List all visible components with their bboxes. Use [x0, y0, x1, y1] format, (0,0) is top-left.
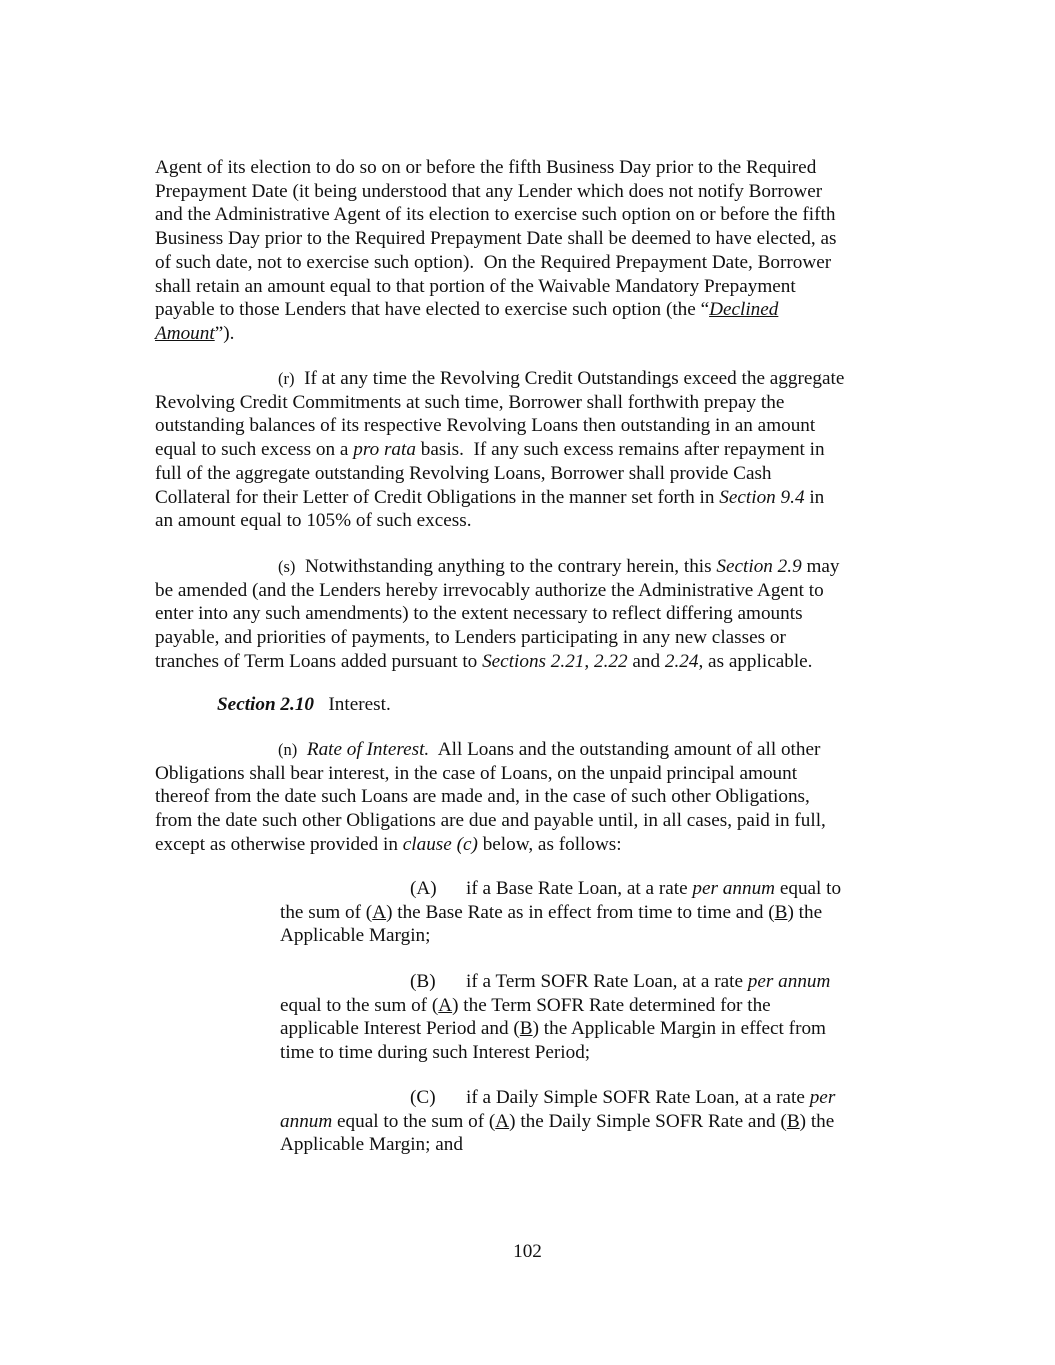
- text-line: outstanding balances of its respective Revolving Loans then outstanding in an amount: [155, 415, 816, 437]
- continuation-paragraph: [155, 156, 900, 346]
- text-run: ) the: [799, 1110, 835, 1132]
- underlined-letter: B: [519, 1018, 533, 1040]
- text-run: If at any time the Revolving Credit Outstandings exceed the aggregate: [294, 368, 845, 389]
- text-run: ,: [584, 650, 594, 672]
- text-run: below, as follows:: [477, 833, 622, 855]
- section-number: Section 2.10: [217, 694, 315, 715]
- text-run: tranches of Term Loans added pursuant to: [155, 650, 483, 672]
- text-line: from the date such other Obligations are due and payable until, in all cases, paid in full,: [155, 810, 826, 832]
- text-run: ) the Term SOFR Rate determined for the: [452, 994, 771, 1016]
- subclause-c: [280, 1086, 900, 1157]
- text-line: Agent of its election to do so on or before the fifth Business Day prior to the Required: [155, 157, 817, 178]
- text-run: may: [801, 556, 840, 577]
- text-line: an amount equal to 105% of such excess.: [155, 510, 472, 532]
- text-line: thereof from the date such Loans are made and, in the case of such other Obligations,: [155, 786, 810, 808]
- text-line: [280, 901, 900, 925]
- text-line: [280, 1017, 900, 1041]
- underlined-letter: A: [438, 994, 453, 1016]
- italic-term: pro rata: [353, 439, 416, 461]
- section-reference: Section 2.9: [716, 556, 802, 577]
- underlined-letter: A: [372, 901, 387, 923]
- defined-term: Amount: [155, 322, 215, 344]
- text-run: the sum of (: [280, 901, 373, 923]
- text-line: of such date, not to exercise such option). On the Required Prepayment Date, Borrower: [155, 251, 832, 273]
- text-line: [155, 650, 900, 674]
- text-line: and the Administrative Agent of its election to exercise such option on or before the fifth: [155, 204, 836, 226]
- section-reference: Sections 2.21: [482, 650, 585, 672]
- text-run: in: [804, 486, 825, 508]
- text-line: [280, 1110, 900, 1134]
- text-run: , as applicable.: [698, 650, 813, 672]
- section-reference: 2.24: [664, 650, 699, 672]
- text-line: [155, 438, 900, 462]
- clause-marker: (n): [278, 740, 298, 759]
- text-run: ) the: [787, 901, 823, 923]
- text-line: Applicable Margin; and: [280, 1134, 463, 1156]
- text-line: [280, 1086, 900, 1110]
- italic-term: per: [809, 1087, 836, 1108]
- text-run: if a Base Rate Loan, at a rate: [466, 878, 693, 899]
- text-run: equal to the sum of (: [280, 994, 439, 1016]
- underlined-letter: B: [774, 901, 788, 923]
- subclause-marker: (A): [410, 878, 437, 899]
- text-run: applicable Interest Period and (: [280, 1018, 520, 1040]
- text-run: basis. If any such excess remains after repayment in: [415, 439, 825, 461]
- text-run: ) the Applicable Margin in effect from: [532, 1018, 826, 1040]
- text-line: [280, 877, 900, 901]
- clause-r: [155, 367, 900, 533]
- text-line: [155, 298, 900, 322]
- subclause-marker: (C): [410, 1087, 436, 1108]
- text-run: if a Daily Simple SOFR Rate Loan, at a rate: [466, 1087, 810, 1108]
- section-title: Interest.: [328, 694, 391, 715]
- text-line: Revolving Credit Commitments at such time, Borrower shall forthwith prepay the: [155, 391, 785, 413]
- subclause-b: [280, 970, 900, 1065]
- italic-term: per annum: [747, 971, 831, 992]
- section-reference: Section 9.4: [719, 486, 805, 508]
- text-run: and: [627, 650, 665, 672]
- text-run: equal to the sum of (: [332, 1110, 496, 1132]
- subclause-a: [280, 877, 900, 948]
- text-line: [155, 322, 900, 346]
- italic-term: per annum: [692, 878, 776, 899]
- text-run: equal to such excess on a: [155, 439, 354, 461]
- text-line: [155, 738, 900, 762]
- text-run: equal to: [775, 878, 842, 899]
- subclause-marker: (B): [410, 971, 436, 992]
- text-line: [280, 970, 900, 994]
- clause-n: [155, 738, 900, 857]
- defined-term: Declined: [709, 299, 779, 321]
- text-line: Prepayment Date (it being understood that any Lender which does not notify Borrower: [155, 180, 823, 202]
- section-heading: [217, 693, 391, 717]
- text-run: All Loans and the outstanding amount of all other: [429, 739, 821, 760]
- underlined-letter: B: [786, 1110, 800, 1132]
- text-line: enter into any such amendments) to the extent necessary to reflect differing amounts: [155, 603, 803, 625]
- clause-s: [155, 555, 900, 674]
- text-run: ) the Daily Simple SOFR Rate and (: [509, 1110, 787, 1132]
- text-line: time to time during such Interest Period;: [280, 1042, 591, 1064]
- text-run: ”).: [214, 322, 235, 344]
- text-line: [155, 833, 900, 857]
- text-line: Applicable Margin;: [280, 925, 431, 947]
- text-line: [155, 367, 900, 391]
- text-line: [155, 555, 900, 579]
- text-line: [280, 994, 900, 1018]
- section-reference: 2.22: [593, 650, 628, 672]
- text-line: shall retain an amount equal to that portion of the Waivable Mandatory Prepayment: [155, 275, 796, 297]
- text-run: payable to those Lenders that have elected to exercise such option (the “: [155, 299, 710, 321]
- text-run: ) the Base Rate as in effect from time to time and (: [386, 901, 775, 923]
- text-line: be amended (and the Lenders hereby irrevocably authorize the Administrative Agent to: [155, 579, 824, 601]
- text-line: [155, 486, 900, 510]
- italic-term: annum: [280, 1110, 333, 1132]
- clause-reference: clause (c): [402, 833, 478, 855]
- underlined-letter: A: [495, 1110, 510, 1132]
- text-run: if a Term SOFR Rate Loan, at a rate: [466, 971, 748, 992]
- text-line: full of the aggregate outstanding Revolving Loans, Borrower shall provide Cash: [155, 462, 772, 484]
- clause-marker: (r): [278, 369, 295, 388]
- text-line: Business Day prior to the Required Prepayment Date shall be deemed to have elected, as: [155, 228, 837, 250]
- text-line: Obligations shall bear interest, in the case of Loans, on the unpaid principal amount: [155, 762, 798, 784]
- clause-marker: (s): [278, 557, 296, 576]
- text-line: payable, and priorities of payments, to Lenders participating in any new classes or: [155, 627, 786, 649]
- clause-title: Rate of Interest.: [306, 739, 430, 760]
- text-run: Notwithstanding anything to the contrary herein, this: [295, 556, 717, 577]
- text-run: Collateral for their Letter of Credit Obligations in the manner set forth in: [155, 486, 720, 508]
- text-run: except as otherwise provided in: [155, 833, 403, 855]
- page-number: 102: [513, 1241, 542, 1262]
